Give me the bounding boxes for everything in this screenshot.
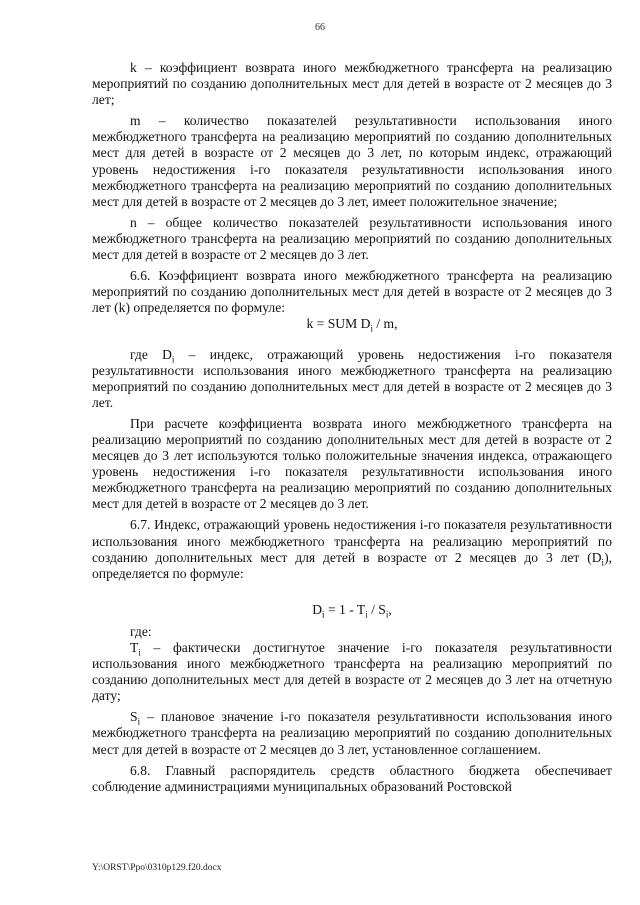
ti-start: T <box>130 640 139 655</box>
formula-k-subscript: i <box>370 324 373 335</box>
formula-k-left: k = SUM D <box>306 316 371 332</box>
document-body <box>92 60 612 800</box>
di-subscript: i <box>171 354 175 365</box>
formula-di-d: , <box>388 601 392 617</box>
paragraph-calculation-note: При расчете коэффициента возврата иного межбюджетного трансферта на реализацию мероприятий по созданию дополнительных мест для детей в возрасте от 2 месяцев до 3 лет используются только положительные значения индекса, отражающего уровень недостижения i-го показателя результативности использования иного межбюджетного трансферта на реализацию мероприятий по созданию дополнительных мест для детей в возрасте от 2 месяцев до 3 лет. <box>92 415 612 512</box>
formula-di <box>92 602 612 618</box>
paragraph-6-7 <box>92 517 612 581</box>
formula-di-b-sub: i <box>365 609 368 620</box>
p67-end: ), определяется по формуле: <box>92 549 612 581</box>
formula-di-a: D <box>312 601 323 617</box>
si-subscript: i <box>137 717 141 728</box>
formula-k-right: / m, <box>372 316 398 332</box>
si-rest: – плановое значение i-го показателя результативности использования иного межбюджетного трансферта на реализацию мероприятий по созданию дополнительных мест для детей в возрасте от 2 месяцев до 3 лет, установленное соглашением. <box>92 709 612 757</box>
paragraph-ti-definition <box>92 640 612 704</box>
formula-k <box>92 316 612 335</box>
formula-di-b: = 1 - T <box>324 601 366 617</box>
paragraph-m-definition: m – количество показателей результативности использования иного межбюджетного трансферта на реализацию мероприятий по созданию дополнительных мест для детей в возрасте от 2 месяцев до 3 лет, по которым индекс, отражающий уровень недостижения i-го показателя результативности использования иного межбюджетного трансферта на реализацию мероприятий по созданию дополнительных мест для детей в возрасте от 2 месяцев до 3 лет, имеет положительное значение; <box>92 113 612 209</box>
p67-start: 6.7. Индекс, отражающий уровень недостижения i-го показателя результативности использования иного межбюджетного трансферта на реализацию мероприятий по созданию дополнительных мест для детей в возрасте от 2 месяцев до 3 лет (D <box>92 517 612 565</box>
ti-rest: – фактически достигнутое значение i-го показателя результативности использования иного межбюджетного трансферта на реализацию мероприятий по созданию дополнительных мест для детей в возрасте от 2 месяцев до 3 лет на отчетную дату; <box>92 640 612 704</box>
p67-subscript: i <box>601 557 605 568</box>
paragraph-si-definition <box>92 709 612 757</box>
paragraph-6-8: 6.8. Главный распорядитель средств областного бюджета обеспечивает соблюдение администрациями муниципальных образований Ростовской <box>92 762 612 794</box>
formula-di-c: / S <box>367 601 386 617</box>
paragraph-6-6: 6.6. Коэффициент возврата иного межбюджетного трансферта на реализацию мероприятий по созданию дополнительных мест для детей в возрасте от 2 месяцев до 3 лет (k) определяется по формуле: <box>92 268 612 316</box>
paragraph-di-definition <box>92 347 612 411</box>
page-number: 66 <box>315 22 325 33</box>
paragraph-where: где: <box>130 623 152 639</box>
footer-file-path: Y:\ORST\Ppo\0310p129.f20.docx <box>92 863 222 873</box>
di-rest: – индекс, отражающий уровень недостижения i-го показателя результативности использования иного межбюджетного трансферта на реализацию мероприятий по созданию дополнительных мест для детей в возрасте от 2 месяцев до 3 лет. <box>92 346 612 410</box>
di-start: где D <box>130 346 172 362</box>
ti-subscript: i <box>138 647 141 658</box>
formula-di-a-sub: i <box>322 609 325 620</box>
paragraph-n-definition: n – общее количество показателей результативности использования иного межбюджетного трансферта на реализацию мероприятий по созданию дополнительных мест для детей в возрасте от 2 месяцев до 3 лет. <box>92 214 612 263</box>
paragraph-k-definition: k – коэффициент возврата иного межбюджетного трансферта на реализацию мероприятий по созданию дополнительных мест для детей в возрасте от 2 месяцев до 3 лет; <box>92 60 612 108</box>
formula-di-c-sub: i <box>385 609 389 620</box>
si-start: S <box>130 709 138 725</box>
